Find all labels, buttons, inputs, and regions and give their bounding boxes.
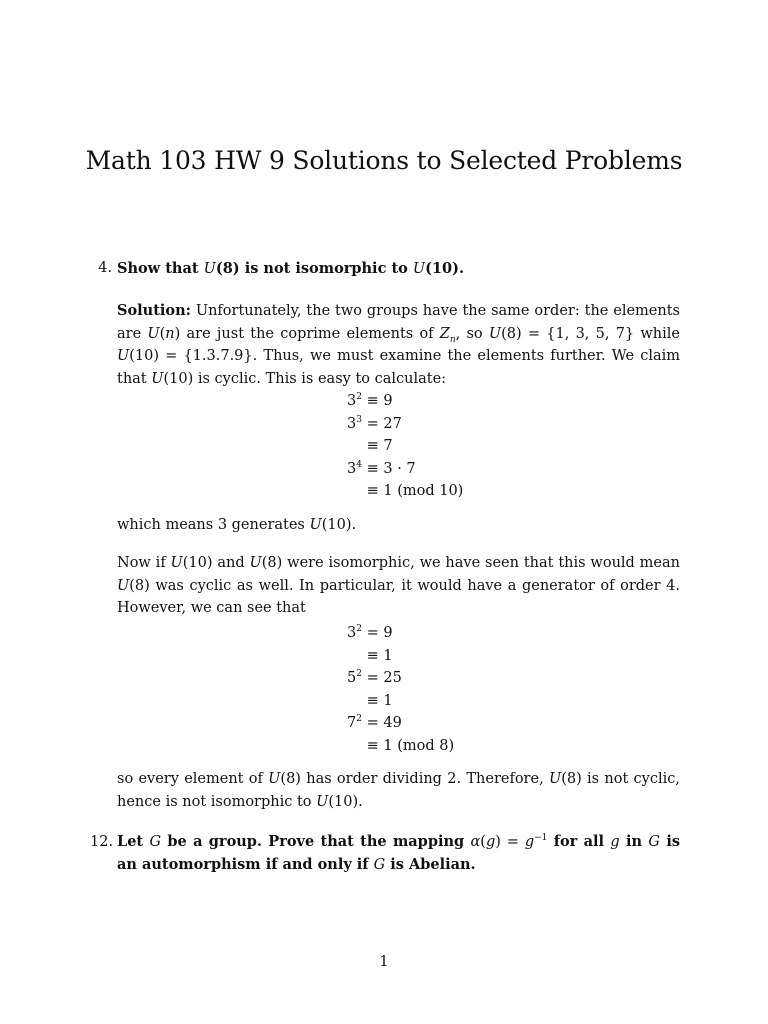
problem-text: Let G be a group. Prove that the mapping $\alpha(g) = g^{-1}$ for all g in G is an automorphism if and only if G is Abelian. (117, 833, 680, 873)
equation-row: $3^4 \equiv 3 \cdot 7$ (347, 459, 416, 477)
equation-row: $3^2 = 9$ (347, 624, 393, 641)
equation-row: $7^2 = 49$ (347, 714, 402, 731)
problem-text: Show that U(8) is not isomorphic to U(10). (117, 260, 465, 277)
equation-row: $5^2 = 25$ (347, 669, 402, 686)
equation-row: $3^3 = 27$ (347, 414, 402, 432)
isomorphism-paragraph: Now if U(10) and U(8) were isomorphic, we have seen that this would mean U(8) was cyclic as well. In particular, it would have a generator of order 4. However, we can see that (117, 555, 680, 616)
equation-row: ≡ 1 (mod 10) (366, 483, 464, 499)
solution-paragraph: Solution: Unfortunately, the two groups have the same order: the elements are U(n) are just the coprime elements of $Z_n$, so U(8) = {1, 3, 5, 7} while U(10) = {1.3.7.9}. Thus, we must examine the elements further. We claim that U(10) is cyclic. This is easy to calculate: (117, 302, 680, 387)
equation-block-2 (324, 622, 474, 757)
equation-row: ≡ 1 (mod 8) (366, 737, 455, 754)
problem-number: 12. (90, 834, 114, 850)
equation-block-1 (324, 390, 474, 503)
equation-row: ≡ 1 (366, 692, 393, 709)
document-title: Math 103 HW 9 Solutions to Selected Problems (85, 146, 683, 175)
conclusion-paragraph: so every element of U(8) has order dividing 2. Therefore, U(8) is not cyclic, hence is not isomorphic to U(10). (117, 771, 680, 810)
equation-row: ≡ 1 (366, 647, 393, 664)
equation-row: $3^2 \equiv 9$ (347, 392, 393, 409)
solution-label: Solution: (117, 302, 191, 319)
problem-number: 4. (98, 260, 112, 276)
generator-paragraph: which means 3 generates U(10). (117, 517, 357, 533)
page-number: 1 (379, 954, 389, 970)
equation-row: ≡ 7 (366, 438, 393, 454)
